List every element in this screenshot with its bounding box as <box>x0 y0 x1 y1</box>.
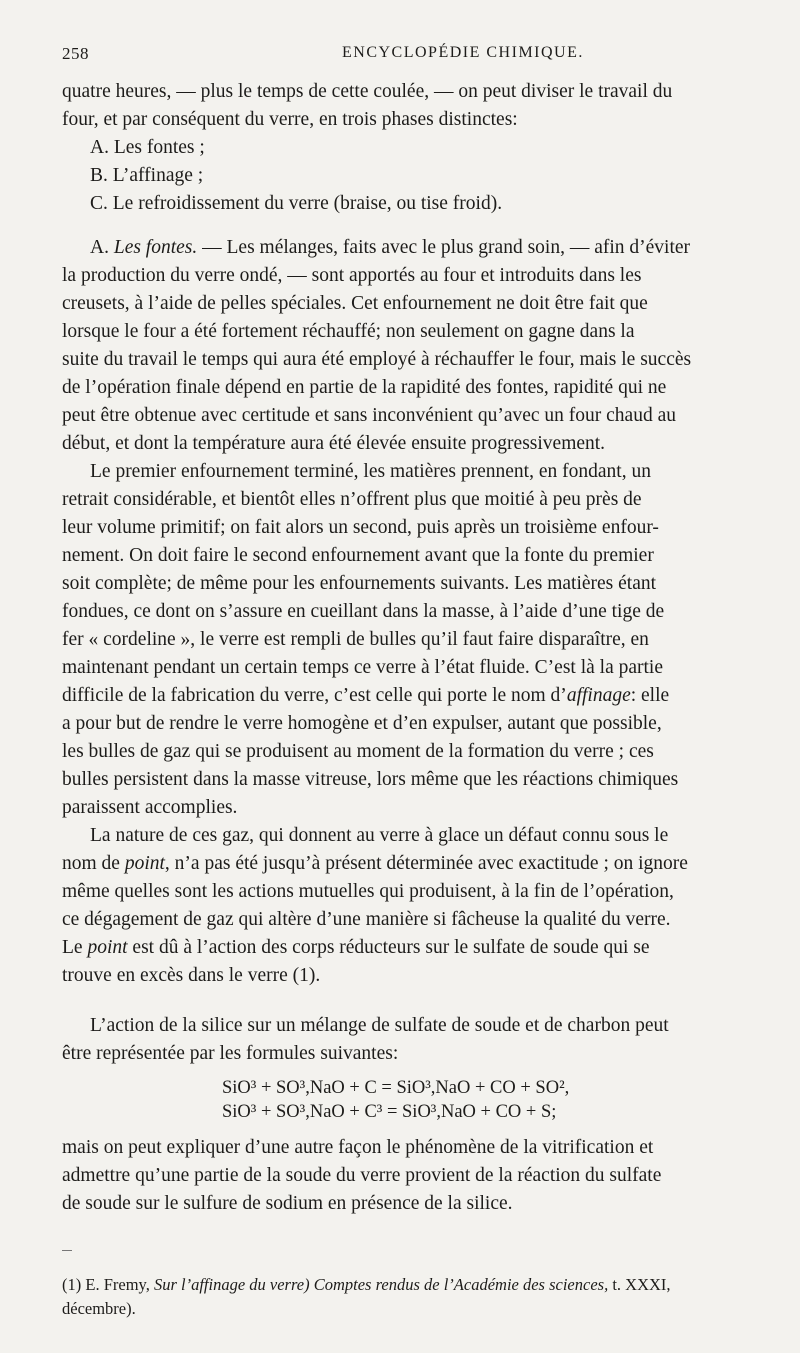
point-line <box>62 850 789 878</box>
page-header <box>62 44 762 70</box>
text-line: leur volume primitif; on fait alors un second, puis après un troisième enfour- <box>62 517 659 538</box>
text-fragment: difficile de la fabrication du verre, c’est celle qui porte le nom d’ <box>62 685 567 706</box>
paragraph-silice <box>62 1012 789 1068</box>
term-point: point <box>87 937 128 958</box>
footnote-divider <box>62 1250 72 1251</box>
section-letter: A. <box>90 237 114 258</box>
footnote-line <box>62 1273 789 1297</box>
section-title: Les fontes. <box>113 237 198 258</box>
text-line: début, et dont la température aura été élevée ensuite progressivement. <box>62 433 606 454</box>
text-line: mais on peut expliquer d’une autre façon le phénomène de la vitrification et <box>62 1137 654 1158</box>
page-number: 258 <box>62 44 89 63</box>
phase-item-b: B. L’affinage ; <box>90 165 204 186</box>
text-fragment: Le <box>62 937 88 958</box>
text-line: trouve en excès dans le verre (1). <box>62 965 321 986</box>
text-line: être représentée par les formules suivantes: <box>62 1043 399 1064</box>
text-line: la production du verre ondé, — sont apportés au four et introduits dans les <box>62 265 642 286</box>
text-line: fer « cordeline », le verre est rempli de bulles qu’il faut faire disparaître, en <box>62 629 649 650</box>
text-line: soit complète; de même pour les enfournements suivants. Les matières étant <box>62 573 657 594</box>
chemical-formulas <box>222 1076 789 1124</box>
text-line: La nature de ces gaz, qui donnent au verre à glace un défaut connu sous le <box>90 825 669 846</box>
section-a-paragraph <box>62 234 789 458</box>
footnote-number: (1) E. Fremy, <box>62 1275 154 1294</box>
point-line <box>62 934 789 962</box>
footnote-line: décembre). <box>62 1299 136 1318</box>
text-line: maintenant pendant un certain temps ce verre à l’état fluide. C’est là la partie <box>62 657 663 678</box>
text-line: de soude sur le sulfure de sodium en présence de la silice. <box>62 1193 513 1214</box>
running-title: ENCYCLOPÉDIE CHIMIQUE. <box>342 44 584 61</box>
text-fragment: : elle <box>630 685 670 706</box>
text-line: de l’opération finale dépend en partie de la rapidité des fontes, rapidité qui ne <box>62 377 667 398</box>
text-fragment: , n’a pas été jusqu’à présent déterminée avec exactitude ; on ignore <box>164 853 688 874</box>
text-fragment: nom de <box>62 853 125 874</box>
text-fragment: t. XXXI, <box>608 1275 671 1294</box>
text-line: les bulles de gaz qui se produisent au moment de la formation du verre ; ces <box>62 741 654 762</box>
text-fragment: est dû à l’action des corps réducteurs sur le sulfate de soude qui se <box>127 937 650 958</box>
footnote <box>62 1273 789 1321</box>
text-line: suite du travail le temps qui aura été employé à réchauffer le four, mais le succès <box>62 349 692 370</box>
text-line: a pour but de rendre le verre homogène et d’en expulser, autant que possible, <box>62 713 662 734</box>
phase-list <box>62 134 789 218</box>
text-line: Le premier enfournement terminé, les matières prennent, en fondant, un <box>90 461 651 482</box>
formula-line: SiO³ + SO³,NaO + C = SiO³,NaO + CO + SO², <box>222 1078 570 1098</box>
term-affinage: affinage <box>566 685 631 706</box>
term-point: point <box>124 853 165 874</box>
footnote-title: Sur l’affinage du verre) Comptes rendus de l’Académie des sciences, <box>153 1275 609 1294</box>
phase-item-c: C. Le refroidissement du verre (braise, ou tise froid). <box>90 193 503 214</box>
formula-line: SiO³ + SO³,NaO + C³ = SiO³,NaO + CO + S; <box>222 1102 557 1122</box>
text-line: creusets, à l’aide de pelles spéciales. Cet enfournement ne doit être fait que <box>62 293 648 314</box>
paragraph-enfournement <box>62 458 789 822</box>
spacer <box>62 218 789 234</box>
text-line: paraissent accomplies. <box>62 797 238 818</box>
section-a-heading-line <box>62 234 789 262</box>
page-body <box>62 78 789 1218</box>
text-line: lorsque le four a été fortement réchauffé; non seulement on gagne dans la <box>62 321 635 342</box>
text-line: four, et par conséquent du verre, en trois phases distinctes: <box>62 109 518 130</box>
text-line: fondues, ce dont on s’assure en cueillant dans la masse, à l’aide d’une tige de <box>62 601 665 622</box>
text-line: L’action de la silice sur un mélange de sulfate de soude et de charbon peut <box>90 1015 669 1036</box>
spacer <box>62 990 789 1012</box>
paragraph-vitrification <box>62 1134 789 1218</box>
text-line: nement. On doit faire le second enfournement avant que la fonte du premier <box>62 545 654 566</box>
text-line: admettre qu’une partie de la soude du verre provient de la réaction du sulfate <box>62 1165 662 1186</box>
text-line: bulles persistent dans la masse vitreuse, lors même que les réactions chimiques <box>62 769 679 790</box>
intro-paragraph <box>62 78 789 134</box>
text-fragment: — Les mélanges, faits avec le plus grand soin, — afin d’éviter <box>197 237 691 258</box>
paragraph-point <box>62 822 789 990</box>
text-line: même quelles sont les actions mutuelles qui produisent, à la fin de l’opération, <box>62 881 674 902</box>
phase-item-a: A. Les fontes ; <box>90 137 205 158</box>
text-line: quatre heures, — plus le temps de cette coulée, — on peut diviser le travail du <box>62 81 673 102</box>
text-line: retrait considérable, et bientôt elles n’offrent plus que moitié à peu près de <box>62 489 642 510</box>
text-line: peut être obtenue avec certitude et sans inconvénient qu’avec un four chaud au <box>62 405 676 426</box>
text-line: ce dégagement de gaz qui altère d’une manière si fâcheuse la qualité du verre. <box>62 909 671 930</box>
affinage-line <box>62 682 789 710</box>
